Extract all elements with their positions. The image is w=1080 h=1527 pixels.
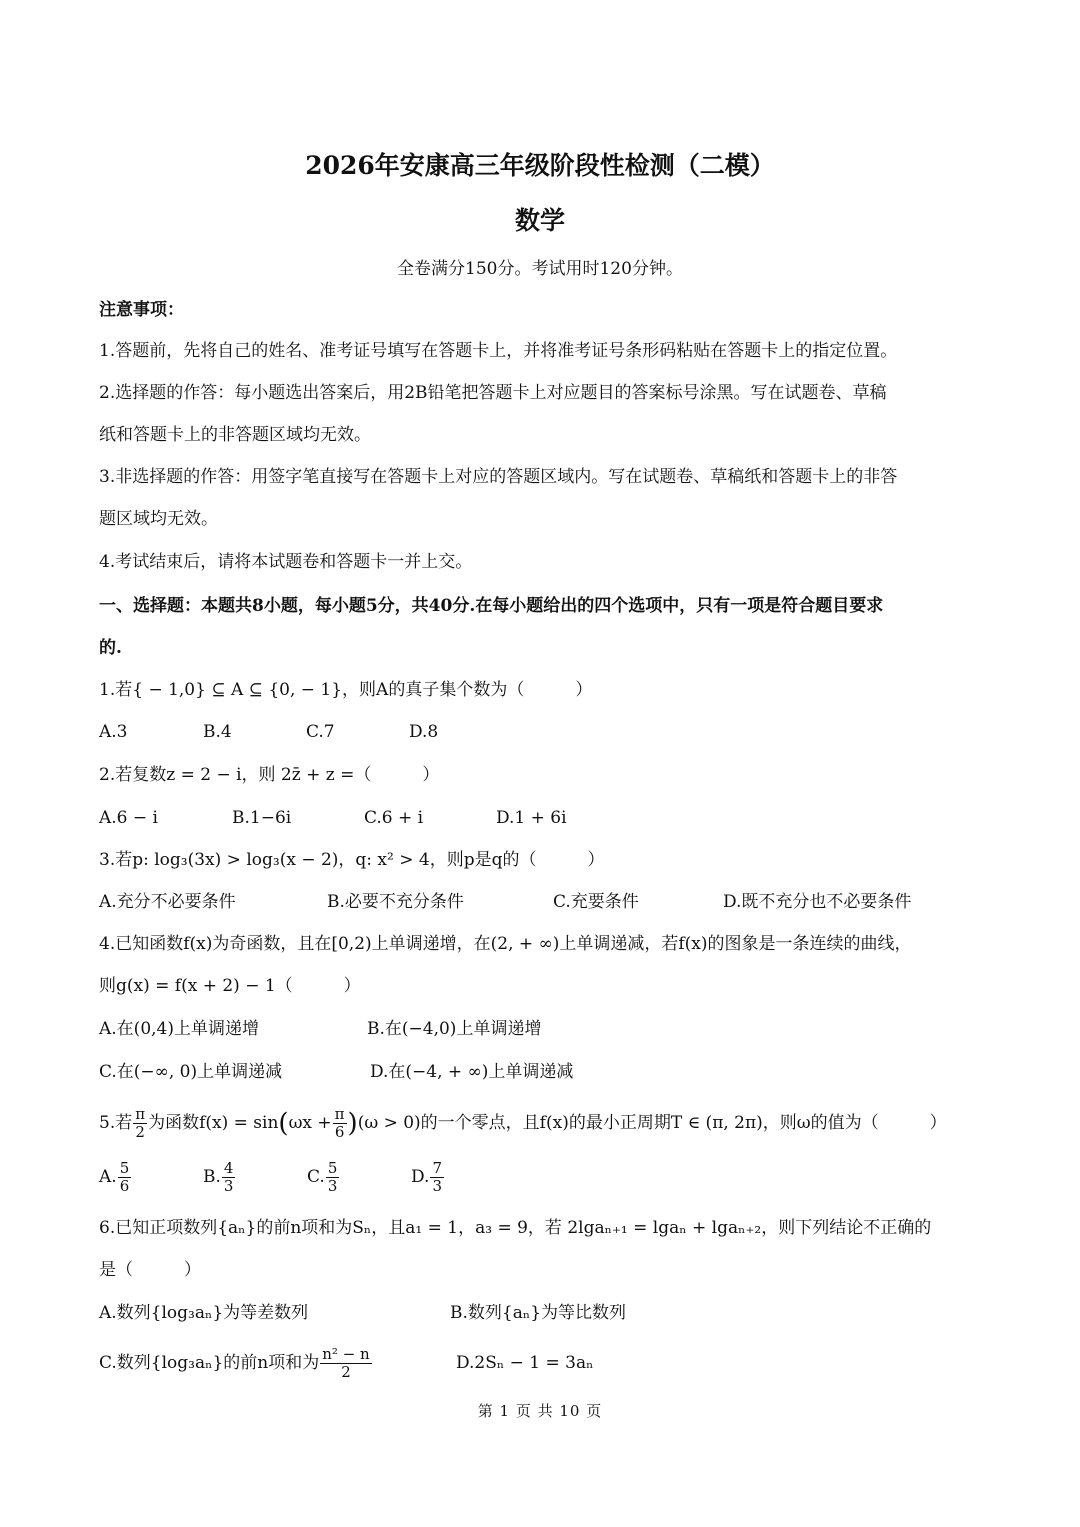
q5-b-num: 4: [223, 1159, 234, 1177]
note-4: 4.考试结束后，请将本试题卷和答题卡一并上交。: [99, 552, 473, 572]
q5-c-num: 5: [327, 1159, 338, 1177]
q6-option-d: D.2Sₙ − 1 = 3aₙ: [456, 1353, 594, 1373]
q2-option-c: C.6 + i: [364, 808, 424, 828]
note-2-line-1: 2.选择题的作答：每小题选出答案后，用2B铅笔把答题卡上对应题目的答案标号涂黑。写在试题卷、草稿: [99, 383, 887, 403]
notes-heading: 注意事项：: [99, 300, 184, 320]
q5-option-b: [203, 1157, 236, 1197]
subject-title: 数学: [514, 206, 565, 235]
q5-mid-1: 为函数f(x) = sin: [148, 1113, 279, 1133]
q6-c-text: C.数列{log₃aₙ}的前n项和为: [99, 1353, 320, 1373]
q5-a-fraction: [118, 1160, 132, 1195]
q5-mid-2: (ω > 0)的一个零点，且f(x)的最小正周期T ∈ (π, 2π)，则ω的值为（ ）: [357, 1113, 947, 1133]
q2-option-d: D.1 + 6i: [496, 808, 567, 828]
q6-option-b: B.数列{aₙ}为等比数列: [450, 1303, 627, 1323]
q6-option-a: A.数列{log₃aₙ}为等差数列: [99, 1303, 309, 1323]
question-3-stem: 3.若p: log₃(3x) > log₃(x − 2)，q: x² > 4，则p是q的（ ）: [99, 850, 605, 870]
q2-option-b: B.1−6i: [232, 808, 292, 828]
q5-frac2-den: 6: [334, 1123, 345, 1141]
q5-close-paren: ): [347, 1108, 358, 1139]
q5-a-den: 6: [119, 1177, 130, 1195]
note-3-line-2: 题区域均无效。: [99, 509, 218, 529]
q4-option-c: C.在(−∞, 0)上单调递减: [99, 1062, 283, 1082]
q5-d-label: D.: [411, 1167, 430, 1187]
q5-fraction-pi-over-6: [333, 1106, 347, 1141]
q6-c-num: n² − n: [322, 1345, 370, 1363]
q5-d-fraction: [430, 1160, 444, 1195]
q4-option-a: A.在(0,4)上单调递增: [99, 1019, 259, 1039]
q1-option-b: B.4: [203, 722, 232, 742]
q1-option-a: A.3: [99, 722, 128, 742]
section-heading-line-2: 的.: [99, 638, 122, 658]
q6-option-c: [99, 1342, 373, 1384]
q3-option-a: A.充分不必要条件: [99, 892, 236, 912]
q5-c-den: 3: [327, 1177, 338, 1195]
q5-c-fraction: [326, 1160, 340, 1195]
question-6-stem-line-2: 是（ ）: [99, 1260, 201, 1280]
note-2-line-2: 纸和答题卡上的非答题区域均无效。: [99, 425, 371, 445]
question-5-stem: [99, 1103, 947, 1144]
q5-d-den: 3: [432, 1177, 442, 1195]
exam-title: 2026年安康高三年级阶段性检测（二模）: [305, 151, 775, 180]
q2-option-a: A.6 − i: [99, 808, 158, 828]
q5-frac-den: 2: [135, 1123, 145, 1141]
q5-prefix: 5.若: [99, 1113, 133, 1133]
page-footer: 第 1 页 共 10 页: [477, 1402, 603, 1420]
q4-option-d: D.在(−4, + ∞)上单调递减: [370, 1062, 574, 1082]
q6-c-den: 2: [341, 1363, 351, 1381]
q3-option-d: D.既不充分也不必要条件: [723, 892, 912, 912]
question-2-stem: 2.若复数z = 2 − i，则 2z̄ + z =（ ）: [99, 765, 440, 785]
question-4-stem-line-2: 则g(x) = f(x + 2) − 1（ ）: [99, 976, 361, 996]
note-3-line-1: 3.非选择题的作答：用签字笔直接写在答题卡上对应的答题区域内。写在试题卷、草稿纸和答题卡上的非答: [99, 467, 898, 487]
question-1-stem: 1.若{ − 1,0} ⊆ A ⊆ {0, − 1}，则A的真子集个数为（ ）: [99, 680, 593, 700]
q5-omega-x: ωx +: [288, 1113, 332, 1133]
q5-frac2-num: π: [334, 1105, 345, 1123]
q5-a-label: A.: [99, 1167, 117, 1187]
q5-d-num: 7: [432, 1159, 442, 1177]
q5-option-c: [307, 1157, 340, 1197]
q6-c-fraction: [320, 1346, 371, 1381]
q5-b-label: B.: [203, 1167, 221, 1187]
q5-fraction-pi-over-2: [133, 1106, 147, 1141]
q4-option-b: B.在(−4,0)上单调递增: [367, 1019, 542, 1039]
q5-option-a: [99, 1157, 132, 1197]
question-4-stem-line-1: 4.已知函数f(x)为奇函数，且在[0,2)上单调递增，在(2, + ∞)上单调递减，若f(x)的图象是一条连续的曲线，: [99, 934, 912, 954]
q3-option-c: C.充要条件: [553, 892, 639, 912]
q5-b-fraction: [222, 1160, 236, 1195]
note-1: 1.答题前，先将自己的姓名、准考证号填写在答题卡上，并将准考证号条形码粘贴在答题卡上的指定位置。: [99, 341, 898, 361]
section-heading-line-1: 一、选择题：本题共8小题，每小题5分，共40分.在每小题给出的四个选项中，只有一项是符合题目要求: [99, 596, 884, 616]
q1-option-c: C.7: [306, 722, 335, 742]
q3-option-b: B.必要不充分条件: [327, 892, 464, 912]
q5-option-d: [411, 1157, 445, 1197]
q5-a-num: 5: [119, 1159, 130, 1177]
q1-option-d: D.8: [409, 722, 439, 742]
q5-b-den: 3: [223, 1177, 234, 1195]
q5-open-paren: (: [278, 1108, 289, 1139]
q5-c-label: C.: [307, 1167, 325, 1187]
question-6-stem-line-1: 6.已知正项数列{aₙ}的前n项和为Sₙ，且a₁ = 1，a₃ = 9，若 2lgaₙ₊₁ = lgaₙ + lgaₙ₊₂，则下列结论不正确的: [99, 1218, 932, 1238]
score-info: 全卷满分150分。考试用时120分钟。: [397, 259, 683, 279]
q5-frac-num: π: [135, 1105, 146, 1123]
